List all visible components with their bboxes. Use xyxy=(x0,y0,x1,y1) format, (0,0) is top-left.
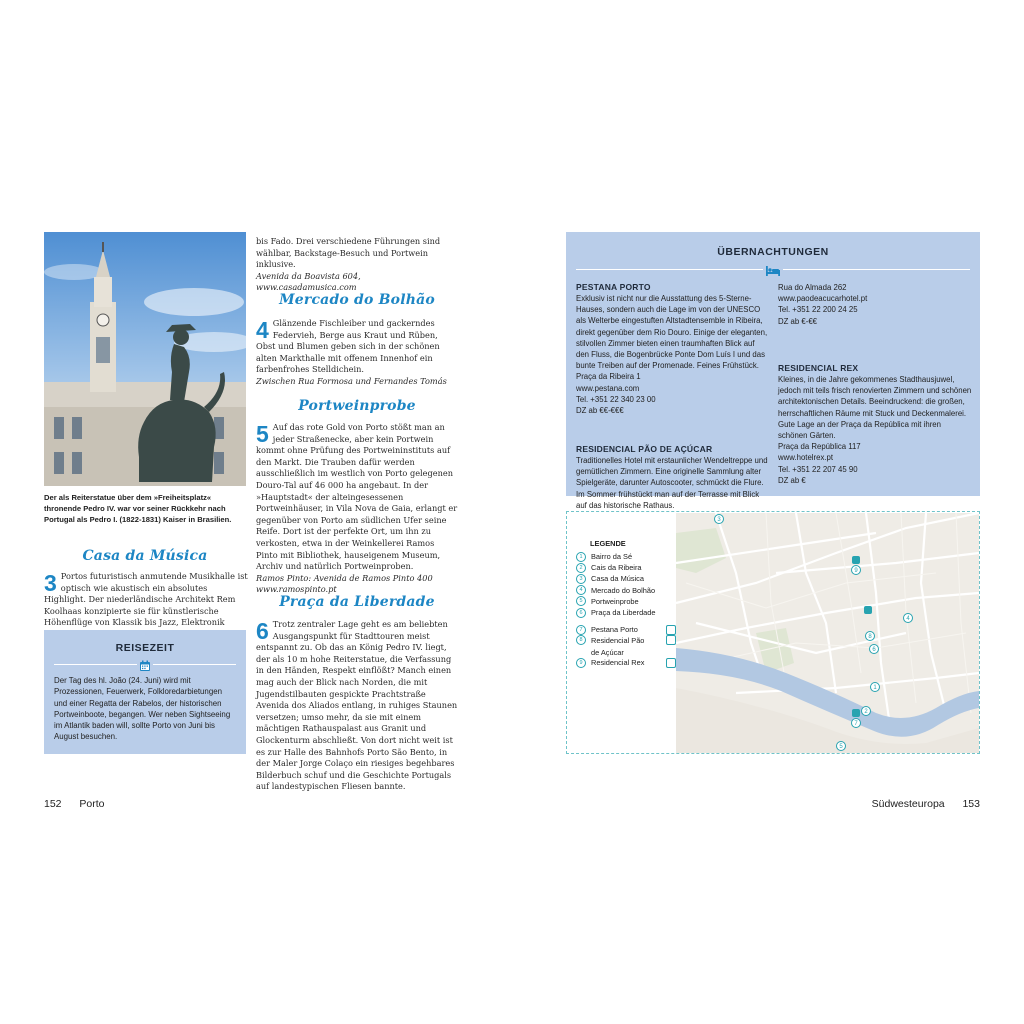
legend-sight-item xyxy=(576,585,676,596)
hotel-name: RESIDENCIAL PÃO DE AÇÚCAR xyxy=(576,444,713,454)
legend-label: Bairro da Sé xyxy=(591,552,633,561)
legend-number: 4 xyxy=(576,585,586,595)
section-text: Trotz zentraler Lage geht es am beliebten Ausgangspunkt für Stadttouren meist entspannt zu. Ob das an König Pedro IV. liegt, der als 10 m hohe Reiterstatue, die Verfassung in den Händen, Respekt einflößt? Manch einen mag auch der Blick nach Norden, die mit Jugendstilbauten gespickte Prachtstraße Avenida dos Aliados entlang, in ruhiges Staunen versetzen; umso mehr, da sie mit einem mächtigen Rathauspalast aus Granit und Glockenturm abschließt. Von dort nicht weit ist es zur Halle des Bahnhofs Porto São Bento, in der Maler Jorge Colaço ein riesiges begehbares Bilderbuch schuf und die Geschichte Portugals auf landestypischen Fliesen bannte. xyxy=(256,619,458,792)
section-casa-da-musica xyxy=(44,571,248,629)
legend-title: LEGENDE xyxy=(590,539,626,548)
legend-sight-item xyxy=(576,562,676,573)
svg-text:7: 7 xyxy=(854,721,858,727)
section-text: Glänzende Fischleiber und gackerndes Federvieh, Berge aus Kraut und Rüben, Obst und Blumen geben sich in der schönen alten Markthalle mit offenem Innenhof ein farbenfrohes Stelldichein. xyxy=(256,318,440,375)
hotel-address: Praça da República 117 xyxy=(778,442,861,452)
hotel-rex xyxy=(778,363,972,486)
section-text: Portos futuristisch anmutende Musikhalle ist optisch wie akustisch ein absolutes Highlight. Der niederländische Architekt Rem Koolhaas konzipierte sie für künstlerische Höhenflüge von Klassik bis Jazz, Elektronik xyxy=(44,571,248,628)
uebernachtungen-box xyxy=(566,232,980,510)
hotel-price: DZ ab €€-€€€ xyxy=(576,406,624,416)
map-legend xyxy=(576,539,676,669)
svg-text:4: 4 xyxy=(906,616,910,622)
legend-number: 3 xyxy=(576,574,586,584)
city-map[interactable] xyxy=(676,513,979,753)
legend-hotel-item xyxy=(576,657,676,668)
marker-sight[interactable] xyxy=(862,707,871,716)
reisezeit-title: REISEZEIT xyxy=(115,642,175,654)
hotel-address: Praça da Ribeira 1 xyxy=(576,372,641,382)
hotel-marker-icon xyxy=(666,658,676,668)
hotel-marker-icon xyxy=(666,625,676,635)
bed-icon xyxy=(763,262,783,276)
legend-label: Residencial Rex xyxy=(591,658,645,668)
hotel-website: www.paodeacucarhotel.pt xyxy=(778,294,868,304)
legend-label: Cais da Ribeira xyxy=(591,563,642,573)
section-address: Avenida da Boavista 604, www.casadamusica.com xyxy=(256,270,361,293)
legend-label: Residencial Pão de Açúcar xyxy=(591,636,645,657)
legend-sight-item xyxy=(576,607,676,618)
uebernachtungen-title: ÜBERNACHTUNGEN xyxy=(717,246,829,258)
svg-text:9: 9 xyxy=(854,568,858,574)
legend-number: 6 xyxy=(576,608,586,618)
legend-label: Casa da Música xyxy=(591,574,644,584)
section-title-casa-da-musica: Casa da Música xyxy=(82,548,208,564)
marker-sight[interactable] xyxy=(870,645,879,654)
svg-text:8: 8 xyxy=(868,634,872,640)
hotel-address: Rua do Almada 262 xyxy=(778,283,847,292)
section-number: 5 xyxy=(256,421,269,447)
hotel-price: DZ ab € xyxy=(778,475,806,485)
hotel-description: Exklusiv ist nicht nur die Ausstattung des 5-Sterne-Hauses, sondern auch die Lage im von der UNESCO als Welterbe eingestuften Altstadtensemble in Ribeira, direkt gegenüber dem Rio Douro. Einige der eleganten, stilvollen Zimmer bieten einen traumhaften Blick auf den Fluss, die Bogenbrücke Ponte Dom Luís I und das bunte Treiben auf der Promenade. Feines Frühstück. xyxy=(576,294,768,371)
hotel-pao-de-acucar-continued xyxy=(778,282,972,327)
map-graphic xyxy=(676,513,979,753)
marker-hotel[interactable] xyxy=(866,632,875,641)
section-portweinprobe xyxy=(256,422,458,596)
casa-da-musica-continued xyxy=(256,236,458,294)
svg-text:3: 3 xyxy=(717,517,721,523)
legend-label: Portweinprobe xyxy=(591,596,639,606)
hotel-description: Kleines, in die Jahre gekommenes Stadthausjuwel, jedoch mit teils frisch renovierten Zimmern und schönen architektonischen Details. Beeindruckend: die großen, herrschaftlichen Räume mit Stuck und Deckenmalerei. Gute Lage an der Praça da República mit ihren schönen Gärten. xyxy=(778,375,972,441)
legend-sight-item xyxy=(576,551,676,562)
running-title-right: Südwesteuropa xyxy=(871,798,945,810)
page-number-right: 153 xyxy=(962,798,980,810)
hotel-description: Traditionelles Hotel mit erstaunlicher Wendeltreppe und gemütlichen Zimmern. Eine originelle Sammlung alter Spielgeräte, darunter Autoscooter, schmückt die Flure. Im Sommer frühstückt man auf der Terrasse mit Blick auf das historische Rathaus. xyxy=(576,456,768,510)
svg-text:5: 5 xyxy=(839,744,843,750)
marker-sight[interactable] xyxy=(904,614,913,623)
photo-caption: Der als Reiterstatue über dem »Freiheitsplatz« thronende Pedro IV. war vor seiner Rückkehr nach Portugal als Pedro I. (1822-1831) Kaiser in Brasilien. xyxy=(44,493,232,524)
section-title-mercado-do-bolhao: Mercado do Bolhão xyxy=(279,292,435,308)
section-title-portweinprobe: Portweinprobe xyxy=(298,398,416,414)
marker-sight[interactable] xyxy=(837,742,846,751)
footer-left xyxy=(44,798,104,810)
section-praca-da-liberdade xyxy=(256,619,458,793)
hotel-name: PESTANA PORTO xyxy=(576,282,651,292)
calendar-icon xyxy=(137,657,153,671)
section-number: 3 xyxy=(44,570,57,596)
section-text: bis Fado. Drei verschiedene Führungen sind wählbar, Backstage-Besuch und Portwein inklusive. xyxy=(256,236,441,270)
section-number: 4 xyxy=(256,317,269,343)
hotel-phone: Tel. +351 22 207 45 90 xyxy=(778,464,858,474)
hotel-name: RESIDENCIAL REX xyxy=(778,363,859,373)
legend-label: Mercado do Bolhão xyxy=(591,585,656,595)
hotel-price: DZ ab €-€€ xyxy=(778,316,818,326)
footer-right xyxy=(872,798,980,810)
legend-label: Praça da Liberdade xyxy=(591,607,656,617)
marker-sight[interactable] xyxy=(715,515,724,524)
legend-label: Pestana Porto xyxy=(591,625,638,635)
legend-sight-item xyxy=(576,596,676,607)
section-title-praca-da-liberdade: Praça da Liberdade xyxy=(279,594,435,610)
hotel-marker-icon xyxy=(666,635,676,645)
section-text: Auf das rote Gold von Porto stößt man an jeder Straßenecke, aber kein Portwein kommt ohne Prüfung des Portweininstituts auf den Markt. Die Trauben dafür werden ausschließlich im westlich von Porto gelegenen Douro-Tal auf 46 000 ha angebaut. In der »Hauptstadt« der alteingesessenen Portweinhäuser, in Vila Nova de Gaia, erlangt er gegenüber von Porto am südlichen Ufer seine Reife. Dort ist der perfekte Ort, um ihn zu verkosten, etwa in der Weinkellerei Ramos Pinto mit Bibliothek, hauseigenem Museum, Archiv und natürlich Portweinproben. xyxy=(256,422,458,572)
section-address: Zwischen Rua Formosa und Fernandes Tomás xyxy=(256,375,447,386)
legend-number: 9 xyxy=(576,658,586,668)
legend-number: 1 xyxy=(576,552,586,562)
photo-pedro-statue xyxy=(44,232,246,486)
reisezeit-box xyxy=(44,630,246,754)
hotel-pao-de-acucar xyxy=(576,444,768,510)
legend-number: 5 xyxy=(576,596,586,606)
page-number-left: 152 xyxy=(44,798,62,810)
legend-sight-item xyxy=(576,573,676,584)
section-address: Ramos Pinto: Avenida de Ramos Pinto 400 www.ramospinto.pt xyxy=(256,572,433,595)
svg-text:6: 6 xyxy=(872,647,876,653)
hotel-phone: Tel. +351 22 200 24 25 xyxy=(778,305,858,315)
marker-hotel[interactable] xyxy=(852,719,861,728)
photo-illustration xyxy=(44,232,246,486)
svg-text:1: 1 xyxy=(873,685,877,691)
hotel-pestana xyxy=(576,282,768,416)
reisezeit-text: Der Tag des hl. João (24. Juni) wird mit Prozessionen, Feuerwerk, Folkloredarbietungen und einer Regatta der Rabelos, der historischen Portweinboote, begangen. Wer neben Sightseeing im Atlantik baden will, sollte Porto von Juni bis August besuchen. xyxy=(54,676,231,742)
hotel-website: www.hotelrex.pt xyxy=(778,453,834,463)
marker-hotel[interactable] xyxy=(852,566,861,575)
legend-number: 2 xyxy=(576,563,586,573)
legend-number: 7 xyxy=(576,625,586,635)
legend-number: 8 xyxy=(576,635,586,645)
marker-sight[interactable] xyxy=(871,683,880,692)
section-mercado-do-bolhao xyxy=(256,318,458,388)
hotel-website: www.pestana.com xyxy=(576,383,640,393)
legend-hotel-item xyxy=(576,635,676,657)
svg-text:2: 2 xyxy=(864,709,868,715)
running-title-left: Porto xyxy=(79,798,105,810)
legend-hotel-item xyxy=(576,624,676,635)
hotel-phone: Tel. +351 22 340 23 00 xyxy=(576,394,656,404)
section-number: 6 xyxy=(256,618,269,644)
